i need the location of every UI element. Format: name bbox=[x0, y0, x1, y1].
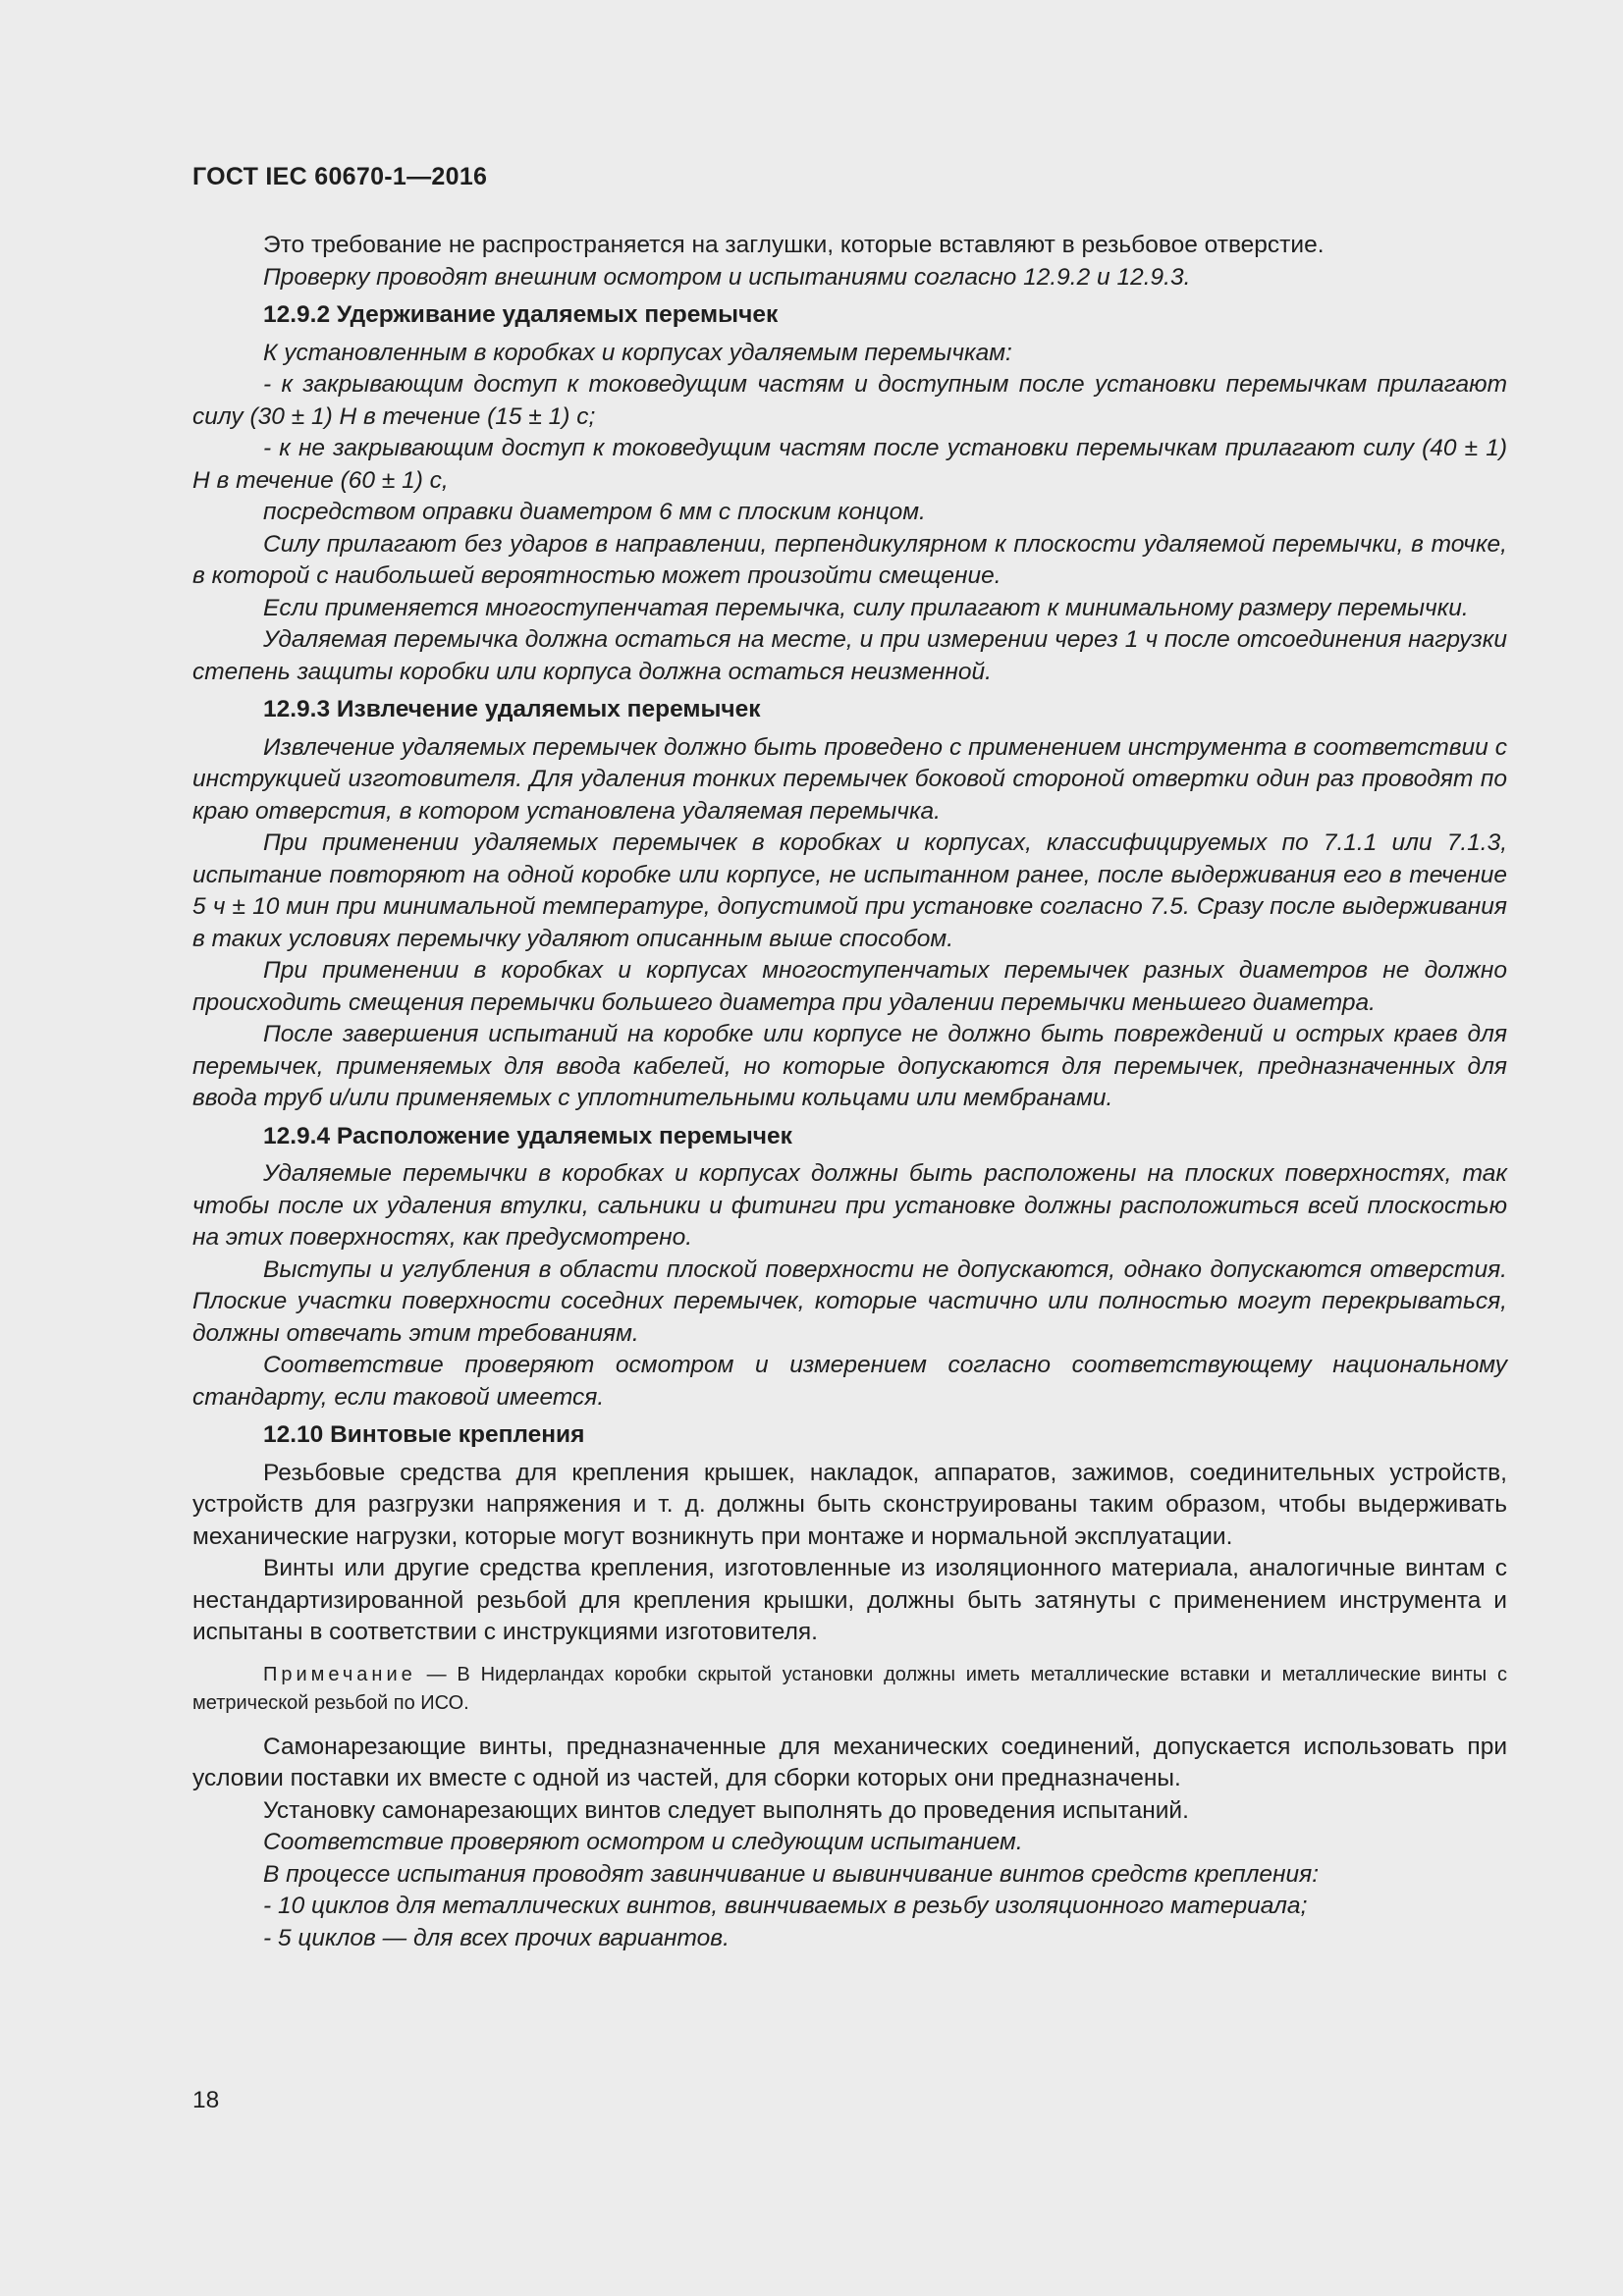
section-heading: 12.10 Винтовые крепления bbox=[263, 1421, 585, 1448]
paragraph: Винты или другие средства крепления, изготовленные из изоляционного материала, аналогичные винтам с нестандартизированной резьбой для крепления крышки, должны быть затянуты с применением инструмента и испытаны в соответствии с инструкциями изготовителя. bbox=[192, 1555, 1507, 1645]
section-heading: 12.9.3 Извлечение удаляемых перемычек bbox=[263, 696, 761, 722]
paragraph: Проверку проводят внешним осмотром и испытаниями согласно 12.9.2 и 12.9.3. bbox=[263, 263, 1191, 291]
paragraph: В процессе испытания проводят завинчивание и вывинчивание винтов средств крепления: bbox=[263, 1860, 1320, 1888]
paragraph: Соответствие проверяют осмотром и следующим испытанием. bbox=[263, 1829, 1023, 1855]
paragraph: После завершения испытаний на коробке или корпусе не должно быть повреждений и острых краев для перемычек, применяемых для ввода кабелей, но которые допускаются для перемычек, предназначенных для ввода труб и/или применяемых с уплотнительными кольцами или мембранами. bbox=[192, 1021, 1507, 1111]
paragraph: Выступы и углубления в области плоской поверхности не допускаются, однако допускаются отверстия. Плоские участки поверхности соседних перемычек, которые частично или полностью могут перекрываться, должны отвечать этим требованиям. bbox=[192, 1255, 1507, 1347]
section-heading: 12.9.4 Расположение удаляемых перемычек bbox=[263, 1122, 792, 1149]
note-text: — В Нидерландах коробки скрытой установки должны иметь металлические вставки и металлические винты с метрической резьбой по ИСО. bbox=[192, 1663, 1507, 1714]
note bbox=[192, 1661, 1507, 1718]
paragraph: При применении удаляемых перемычек в коробках и корпусах, классифицируемых по 7.1.1 или 7.1.3, испытание повторяют на одной коробке или корпусе, не испытанном ранее, после выдерживания его в течение 5 ч ± 10 мин при минимальной температуре, допустимой при установке согласно 7.5. Сразу после выдерживания в таких условиях перемычку удаляют описанным выше способом. bbox=[192, 829, 1507, 952]
paragraph: посредством оправки диаметром 6 мм с плоским концом. bbox=[263, 499, 926, 525]
paragraph: При применении в коробках и корпусах многоступенчатых перемычек разных диаметров не должно происходить смещения перемычки большего диаметра при удалении перемычки меньшего диаметра. bbox=[192, 957, 1507, 1016]
document-body bbox=[192, 230, 1507, 1954]
paragraph: К установленным в коробках и корпусах удаляемым перемычкам: bbox=[263, 339, 1012, 366]
paragraph: Установку самонарезающих винтов следует выполнять до проведения испытаний. bbox=[263, 1796, 1189, 1824]
list-item: - 5 циклов — для всех прочих вариантов. bbox=[263, 1924, 730, 1951]
section-heading: 12.9.2 Удерживание удаляемых перемычек bbox=[263, 301, 779, 328]
paragraph: Удаляемая перемычка должна остаться на месте, и при измерении через 1 ч после отсоединения нагрузки степень защиты коробки или корпуса должна остаться неизменной. bbox=[192, 626, 1507, 685]
page-number: 18 bbox=[192, 2087, 220, 2113]
paragraph: Извлечение удаляемых перемычек должно быть проведено с применением инструмента в соответствии с инструкцией изготовителя. Для удаления тонких перемычек боковой стороной отвертки один раз проводят по краю отверстия, в котором установлена удаляемая перемычка. bbox=[192, 733, 1507, 825]
list-item: - 10 циклов для металлических винтов, ввинчиваемых в резьбу изоляционного материала; bbox=[263, 1893, 1308, 1919]
paragraph: Соответствие проверяют осмотром и измерением согласно соответствующему национальному стандарту, если таковой имеется. bbox=[192, 1352, 1507, 1411]
paragraph: Резьбовые средства для крепления крышек, накладок, аппаратов, зажимов, соединительных устройств, устройств для разгрузки напряжения и т. д. должны быть сконструированы таким образом, чтобы выдерживать механические нагрузки, которые могут возникнуть при монтаже и нормальной эксплуатации. bbox=[192, 1459, 1507, 1550]
list-item: - к закрывающим доступ к токоведущим частям и доступным после установки перемычкам прилагают силу (30 ± 1) Н в течение (15 ± 1) с; bbox=[192, 371, 1507, 430]
paragraph: Силу прилагают без ударов в направлении, перпендикулярном к плоскости удаляемой перемычки, в точке, в которой с наибольшей вероятностью может произойти смещение. bbox=[192, 530, 1507, 589]
paragraph: Если применяется многоступенчатая перемычка, силу прилагают к минимальному размеру перемычки. bbox=[263, 594, 1469, 621]
paragraph: Удаляемые перемычки в коробках и корпусах должны быть расположены на плоских поверхностях, так чтобы после их удаления втулки, сальники и фитинги при установке должны расположиться всей плоскостью на этих поверхностях, как предусмотрено. bbox=[192, 1160, 1507, 1251]
note-label: Примечание bbox=[263, 1663, 416, 1685]
list-item: - к не закрывающим доступ к токоведущим частям после установки перемычкам прилагают силу (40 ± 1) Н в течение (60 ± 1) с, bbox=[192, 435, 1507, 494]
document-header: ГОСТ IEC 60670-1—2016 bbox=[192, 163, 488, 190]
paragraph: Это требование не распространяется на заглушки, которые вставляют в резьбовое отверстие. bbox=[263, 232, 1325, 258]
paragraph: Самонарезающие винты, предназначенные для механических соединений, допускается использовать при условии поставки их вместе с одной из частей, для сборки которых они предназначены. bbox=[192, 1733, 1507, 1791]
